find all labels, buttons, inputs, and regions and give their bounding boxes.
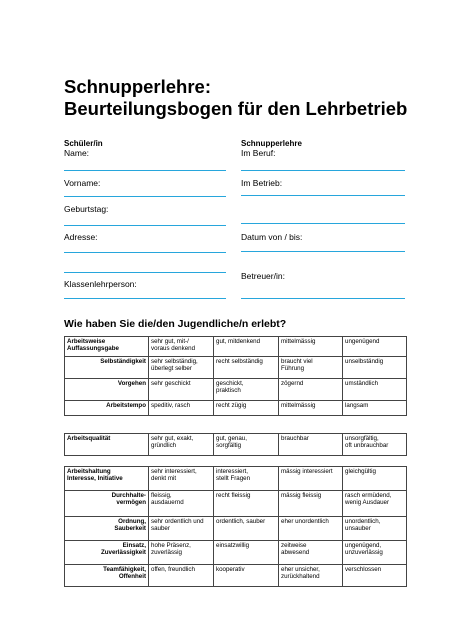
rating-option-cell[interactable]: umständlich xyxy=(343,379,407,401)
rating-option-cell[interactable]: rasch ermüdend, wenig Ausdauer xyxy=(343,491,407,517)
company-line-2 xyxy=(241,223,405,224)
supervisor-line xyxy=(241,298,405,299)
criterion-label: Vorgehen xyxy=(65,379,149,401)
rating-option-cell[interactable]: kooperativ xyxy=(214,565,279,587)
company-line-1 xyxy=(241,195,405,196)
table-row xyxy=(65,337,407,357)
rating-option-cell[interactable]: sehr selbständig, überlegt selber xyxy=(149,357,214,379)
criterion-label: Ordnung, Sauberkeit xyxy=(65,517,149,541)
table-row xyxy=(65,357,407,379)
rating-table-quality xyxy=(64,433,407,456)
table-row xyxy=(65,491,407,517)
rating-option-cell[interactable]: einsatzwillig xyxy=(214,541,279,565)
rating-option-cell[interactable]: offen, freundlich xyxy=(149,565,214,587)
rating-option-cell[interactable]: eher unordentlich xyxy=(279,517,343,541)
rating-option-cell[interactable]: mittelmässig xyxy=(279,401,343,416)
rating-option-cell[interactable]: gleichgültig xyxy=(343,467,407,491)
rating-option-cell[interactable]: recht selbständig xyxy=(214,357,279,379)
name-label: Name: xyxy=(64,148,90,158)
rating-option-cell[interactable]: unordentlich, unsauber xyxy=(343,517,407,541)
criterion-label: Teamfähigkeit, Offenheit xyxy=(65,565,149,587)
dates-line xyxy=(241,251,405,252)
table-row xyxy=(65,541,407,565)
dates-label: Datum von / bis: xyxy=(241,232,303,242)
rating-option-cell[interactable]: zögernd xyxy=(279,379,343,401)
rating-option-cell[interactable]: gut, mitdenkend xyxy=(214,337,279,357)
profession-label: Im Beruf: xyxy=(241,148,276,158)
rating-option-cell[interactable]: hohe Präsenz, zuverlässig xyxy=(149,541,214,565)
question-heading: Wie haben Sie die/den Jugendliche/n erlebt? xyxy=(64,318,287,330)
rating-option-cell[interactable]: sehr ordentlich und sauber xyxy=(149,517,214,541)
rating-option-cell[interactable]: mässig fleissig xyxy=(279,491,343,517)
birthday-line xyxy=(64,225,226,226)
rating-option-cell[interactable]: unselbständig xyxy=(343,357,407,379)
rating-table-attitude xyxy=(64,466,407,587)
rating-option-cell[interactable]: ungenügend xyxy=(343,337,407,357)
criterion-label: Arbeitshaltung Interesse, Initiative xyxy=(65,467,149,491)
rating-option-cell[interactable]: interessiert, stellt Fragen xyxy=(214,467,279,491)
supervisor-label: Betreuer/in: xyxy=(241,271,285,281)
rating-option-cell[interactable]: recht zügig xyxy=(214,401,279,416)
table-row xyxy=(65,379,407,401)
rating-option-cell[interactable]: ordentlich, sauber xyxy=(214,517,279,541)
company-label: Im Betrieb: xyxy=(241,178,283,188)
trial-heading: Schnupperlehre xyxy=(241,139,302,148)
criterion-label: Arbeitstempo xyxy=(65,401,149,416)
rating-option-cell[interactable]: eher unsicher, zurückhaltend xyxy=(279,565,343,587)
table-row xyxy=(65,434,407,456)
rating-option-cell[interactable]: langsam xyxy=(343,401,407,416)
criterion-label: Durchhalte- vermögen xyxy=(65,491,149,517)
rating-option-cell[interactable]: mässig interessiert xyxy=(279,467,343,491)
rating-option-cell[interactable]: brauchbar xyxy=(279,434,343,456)
rating-table-work-style xyxy=(64,336,407,416)
title-line-2: Beurteilungsbogen für den Lehrbetrieb xyxy=(64,98,408,119)
table-row xyxy=(65,565,407,587)
criterion-label: Selbständigkeit xyxy=(65,357,149,379)
address-line-2 xyxy=(64,272,226,273)
name-line xyxy=(64,170,226,171)
rating-option-cell[interactable]: verschlossen xyxy=(343,565,407,587)
firstname-line xyxy=(64,196,226,197)
table-row xyxy=(65,401,407,416)
rating-option-cell[interactable]: sehr gut, mit-/ voraus denkend xyxy=(149,337,214,357)
address-line-1 xyxy=(64,252,226,253)
table-row xyxy=(65,517,407,541)
rating-option-cell[interactable]: fleissig, ausdauernd xyxy=(149,491,214,517)
address-label: Adresse: xyxy=(64,232,98,242)
rating-option-cell[interactable]: ungenügend, unzuverlässig xyxy=(343,541,407,565)
firstname-label: Vorname: xyxy=(64,178,101,188)
profession-line xyxy=(241,170,405,171)
table-row xyxy=(65,467,407,491)
rating-option-cell[interactable]: zeitweise abwesend xyxy=(279,541,343,565)
rating-option-cell[interactable]: sehr gut, exakt, gründlich xyxy=(149,434,214,456)
rating-option-cell[interactable]: gut, genau, sorgfältig xyxy=(214,434,279,456)
birthday-label: Geburtstag: xyxy=(64,204,109,214)
criterion-label: Arbeitsweise Auffassungsgabe xyxy=(65,337,149,357)
rating-option-cell[interactable]: sehr geschickt xyxy=(149,379,214,401)
criterion-label: Arbeitsqualität xyxy=(65,434,149,456)
title-line-1: Schnupperlehre: xyxy=(64,76,211,97)
classteacher-line xyxy=(64,298,226,299)
rating-option-cell[interactable]: braucht viel Führung xyxy=(279,357,343,379)
student-heading: Schüler/in xyxy=(64,139,103,148)
classteacher-label: Klassenlehrperson: xyxy=(64,279,137,289)
page-title xyxy=(64,76,407,120)
rating-option-cell[interactable]: sehr interessiert, denkt mit xyxy=(149,467,214,491)
rating-option-cell[interactable]: recht fleissig xyxy=(214,491,279,517)
criterion-label: Einsatz, Zuverlässigkeit xyxy=(65,541,149,565)
rating-option-cell[interactable]: speditiv, rasch xyxy=(149,401,214,416)
rating-option-cell[interactable]: geschickt, praktisch xyxy=(214,379,279,401)
rating-option-cell[interactable]: unsorgfältig, oft unbrauchbar xyxy=(343,434,407,456)
rating-option-cell[interactable]: mittelmässig xyxy=(279,337,343,357)
